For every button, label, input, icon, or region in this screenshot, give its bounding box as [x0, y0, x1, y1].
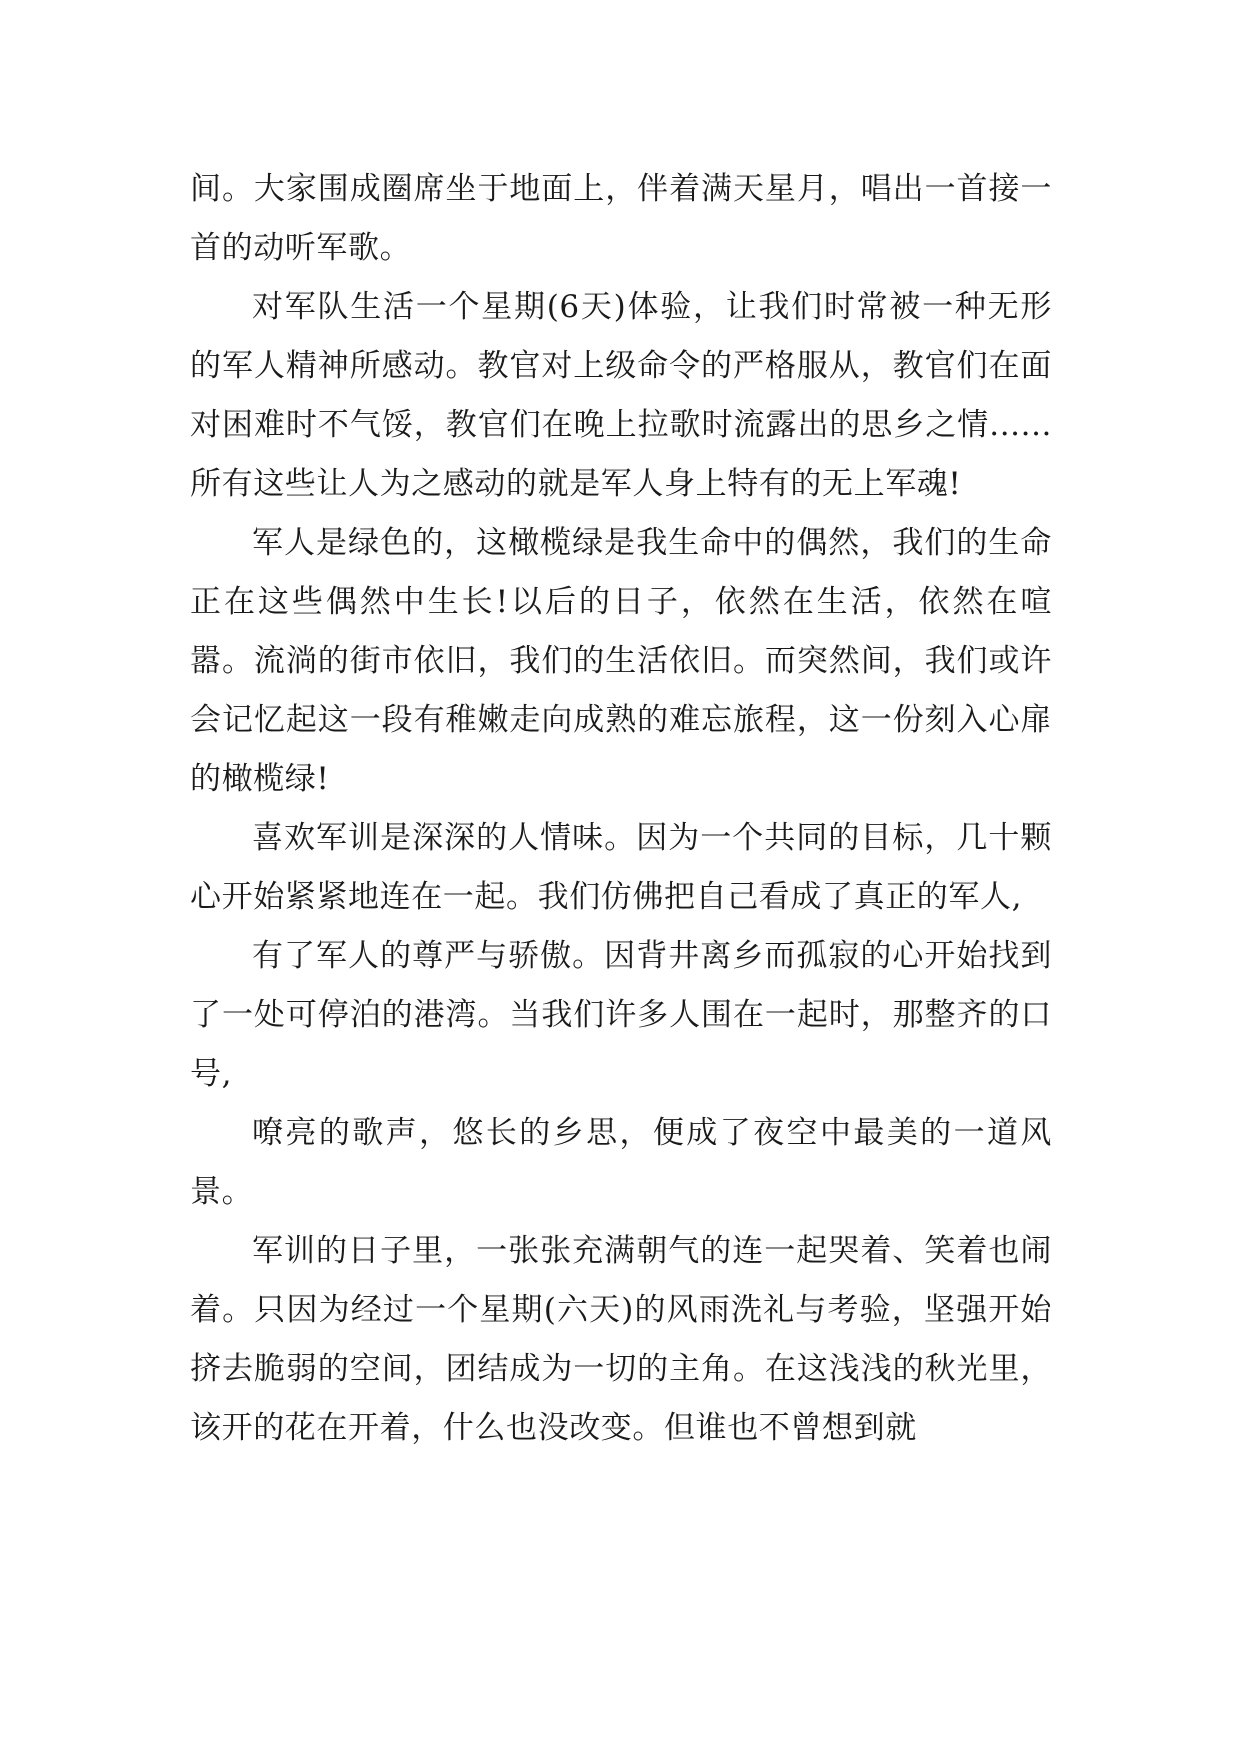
paragraph-2: 对军队生活一个星期(6天)体验，让我们时常被一种无形的军人精神所感动。教官对上级命令的严格服从，教官们在面对困难时不气馁，教官们在晚上拉歌时流露出的思乡之情......所有这些让人为之感动的就是军人身上特有的无上军魂!: [190, 289, 1052, 502]
paragraph-4: 喜欢军训是深深的人情味。因为一个共同的目标，几十颗心开始紧紧地连在一起。我们仿佛把自己看成了真正的军人,: [190, 820, 1052, 915]
paragraph-5: 有了军人的尊严与骄傲。因背井离乡而孤寂的心开始找到了一处可停泊的港湾。当我们许多人围在一起时，那整齐的口号,: [190, 938, 1052, 1092]
paragraph-1: 间。大家围成圈席坐于地面上，伴着满天星月，唱出一首接一首的动听军歌。: [190, 171, 1052, 266]
document-body: [190, 160, 1052, 1458]
paragraph-3: 军人是绿色的，这橄榄绿是我生命中的偶然，我们的生命正在这些偶然中生长!以后的日子，依然在生活，依然在喧嚣。流淌的街市依旧，我们的生活依旧。而突然间，我们或许会记忆起这一段有稚嫩走向成熟的难忘旅程，这一份刻入心扉的橄榄绿!: [190, 525, 1052, 797]
paragraph-7: 军训的日子里，一张张充满朝气的连一起哭着、笑着也闹着。只因为经过一个星期(六天)的风雨洗礼与考验，坚强开始挤去脆弱的空间，团结成为一切的主角。在这浅浅的秋光里，该开的花在开着，什么也没改变。但谁也不曾想到就: [190, 1233, 1052, 1446]
paragraph-6: 嘹亮的歌声，悠长的乡思，便成了夜空中最美的一道风景。: [190, 1115, 1052, 1210]
